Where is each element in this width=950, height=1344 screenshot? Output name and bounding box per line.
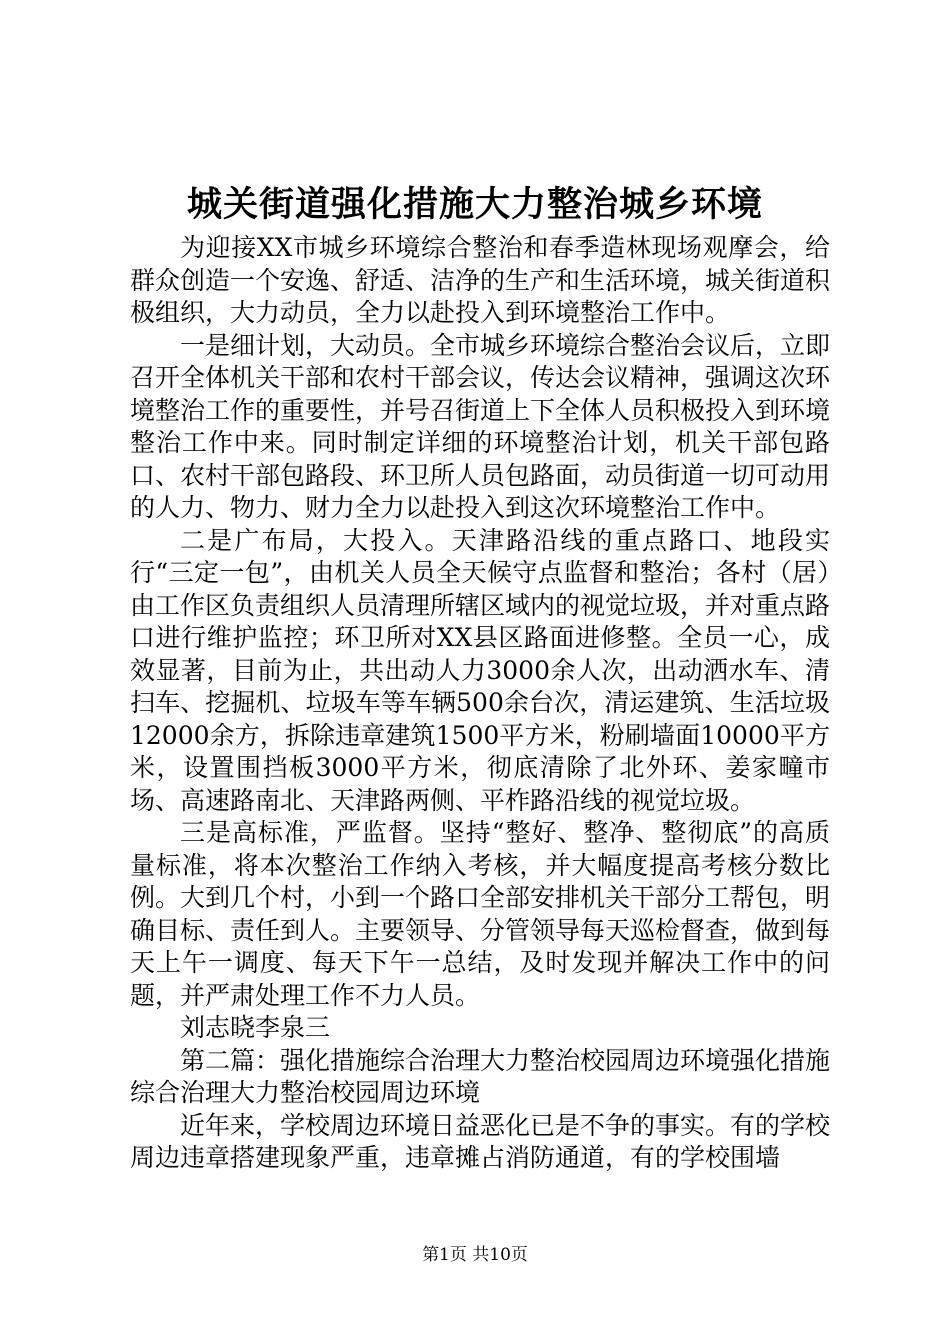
paragraph-plan: 一是细计划，大动员。全市城乡环境综合整治会议后，立即召开全体机关干部和农村干部会议，传达会议精神，强调这次环境整治工作的重要性，并号召街道上下全体人员积极投入到环境整治工作中来。同时制定详细的环境整治计划，机关干部包路口、农村干部包路段、环卫所人员包路面，动员街道一切可动用的人力、物力、财力全力以赴投入到这次环境整治工作中。 [130, 330, 831, 522]
author-line: 刘志晓李泉三 [180, 1013, 331, 1042]
document-title: 城关街道强化措施大力整治城乡环境 [186, 184, 763, 225]
second-article-heading: 第二篇：强化措施综合治理大力整治校园周边环境强化措施综合治理大力整治校园周边环境 [130, 1045, 831, 1107]
paragraph-investment: 二是广布局，大投入。天津路沿线的重点路口、地段实行“三定一包”，由机关人员全天候守点监督和整治；各村（居）由工作区负责组织人员清理所辖区域内的视觉垃圾，并对重点路口进行维护监控；环卫所对XX县区路面进修整。全员一心，成效显著，目前为止，共出动人力3000余人次，出动洒水车、清扫车、挖掘机、垃圾车等车辆500余台次，清运建筑、生活垃圾12000余方，拆除违章建筑1500平方米，粉刷墙面10000平方米，设置围挡板3000平方米，彻底清除了北外环、姜家疃市场、高速路南北、天津路两侧、平柞路沿线的视觉垃圾。 [130, 525, 831, 815]
document-body [130, 232, 830, 1175]
paragraph-intro: 为迎接XX市城乡环境综合整治和春季造林现场观摩会，给群众创造一个安逸、舒适、洁净的生产和生活环境，城关街道积极组织，大力动员，全力以赴投入到环境整治工作中。 [130, 233, 831, 327]
paragraph-supervision: 三是高标准，严监督。坚持“整好、整净、整彻底”的高质量标准，将本次整治工作纳入考核，并大幅度提高考核分数比例。大到几个村，小到一个路口全部安排机关干部分工帮包，明确目标、责任到人。主要领导、分管领导每天巡检督查，做到每天上午一调度、每天下午一总结，及时发现并解决工作中的问题，并严肃处理工作不力人员。 [130, 818, 831, 1010]
page-number: 第1页 共10页 [422, 1245, 528, 1265]
paragraph-school-environment: 近年来，学校周边环境日益恶化已是不争的事实。有的学校周边违章搭建现象严重，违章摊占消防通道，有的学校围墙 [130, 1110, 831, 1172]
